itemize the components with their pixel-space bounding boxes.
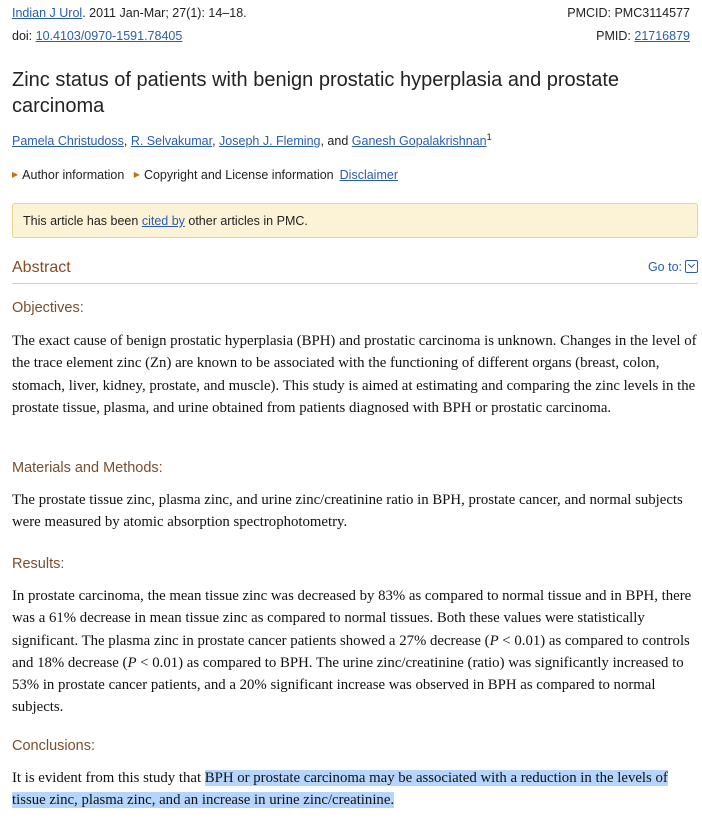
- pmid: [596, 28, 690, 44]
- p-value-symbol: P: [489, 632, 499, 649]
- doi-label: doi:: [12, 29, 36, 43]
- p-value-symbol: P: [127, 654, 137, 671]
- results-text-part: < 0.01) as compared to BPH. The urine zinc/creatinine (ratio) was significantly increased to 53% in prostate cancer patients, and a 20% significant increase was observed in BPH as compared to normal subjects.: [12, 654, 684, 716]
- doi-row: [12, 28, 690, 44]
- results-heading: Results:: [12, 556, 65, 572]
- article-title: Zinc status of patients with benign prostatic hyperplasia and prostate carcinoma: [12, 69, 620, 117]
- author-separator: ,: [123, 134, 131, 148]
- cited-by-link[interactable]: cited by: [141, 214, 185, 228]
- doi-link[interactable]: 10.4103/0970-1591.78405: [35, 29, 183, 43]
- chevron-down-icon[interactable]: [685, 260, 698, 273]
- author-link[interactable]: Joseph J. Fleming: [219, 134, 321, 148]
- notice-text: This article has been: [23, 214, 142, 228]
- journal-link[interactable]: Indian J Urol: [12, 6, 83, 20]
- author-link[interactable]: Pamela Christudoss: [12, 134, 124, 148]
- selected-text-highlight[interactable]: BPH or prostate carcinoma may be associated with a reduction in the levels of tissue zinc, plasma zinc, and an increase in urine zinc/creatinine.: [12, 770, 668, 809]
- results-text: [12, 585, 702, 719]
- goto-label: Go to:: [647, 260, 682, 274]
- author-link[interactable]: R. Selvakumar: [130, 134, 213, 148]
- methods-text: The prostate tissue zinc, plasma zinc, and urine zinc/creatinine ratio in BPH, prostate cancer, and normal subjects were measured by atomic absorption spectrophotometry.: [12, 492, 683, 531]
- author-separator: ,: [212, 134, 220, 148]
- copyright-label: Copyright and License information: [143, 168, 334, 182]
- conclusions-text: [12, 767, 702, 812]
- author-information-label: Author information: [22, 168, 125, 182]
- author-link[interactable]: Ganesh Gopalakrishnan: [351, 134, 487, 148]
- author-information-toggle[interactable]: [12, 168, 124, 182]
- triangle-right-icon: ▶: [133, 170, 140, 179]
- pmcid: PMCID: PMC3114577: [567, 6, 690, 20]
- objectives-text: The exact cause of benign prostatic hyperplasia (BPH) and prostatic carcinoma is unknown. Changes in the level of the trace element zinc (Zn) are known to be associated with the functioning of different organs (breast, colon, stomach, liver, kidney, prostate, and muscle). This study is aimed at estimating and comparing the zinc levels in the prostate tissue, plasma, and urine obtained from patients diagnosed with BPH or prostatic carcinoma.: [12, 333, 697, 416]
- triangle-right-icon: ▶: [12, 170, 19, 179]
- author-separator: , and: [320, 134, 352, 148]
- goto-menu[interactable]: [648, 260, 698, 274]
- notice-text: other articles in PMC.: [184, 214, 308, 228]
- disclaimer-link[interactable]: Disclaimer: [339, 168, 398, 182]
- author-list: [12, 133, 492, 149]
- abstract-title: Abstract: [12, 259, 71, 276]
- copyright-toggle[interactable]: [134, 168, 334, 182]
- info-links: [12, 167, 398, 183]
- citation-date: . 2011 Jan-Mar; 27(1): 14–18.: [82, 6, 247, 20]
- abstract-header: [12, 257, 698, 284]
- results-text-part: < 0.01) as compared to controls and 18% decrease (: [12, 632, 690, 671]
- affiliation-marker: 1: [486, 132, 492, 142]
- pmid-label: PMID:: [596, 29, 635, 43]
- cited-by-notice: [12, 203, 698, 238]
- conclusions-heading: Conclusions:: [12, 738, 96, 754]
- objectives-heading: Objectives:: [12, 300, 84, 316]
- pmid-link[interactable]: 21716879: [634, 29, 690, 43]
- citation-row: [12, 5, 690, 21]
- methods-heading: Materials and Methods:: [12, 460, 163, 476]
- conclusions-text-part: It is evident from this study that: [12, 770, 205, 786]
- results-text-part: In prostate carcinoma, the mean tissue zinc was decreased by 83% as compared to normal tissue and in BPH, there was a 61% decrease in mean tissue zinc as compared to normal tissues. Both these values were statistically significant. The plasma zinc in prostate cancer patients showed a 27% decrease (: [12, 588, 692, 649]
